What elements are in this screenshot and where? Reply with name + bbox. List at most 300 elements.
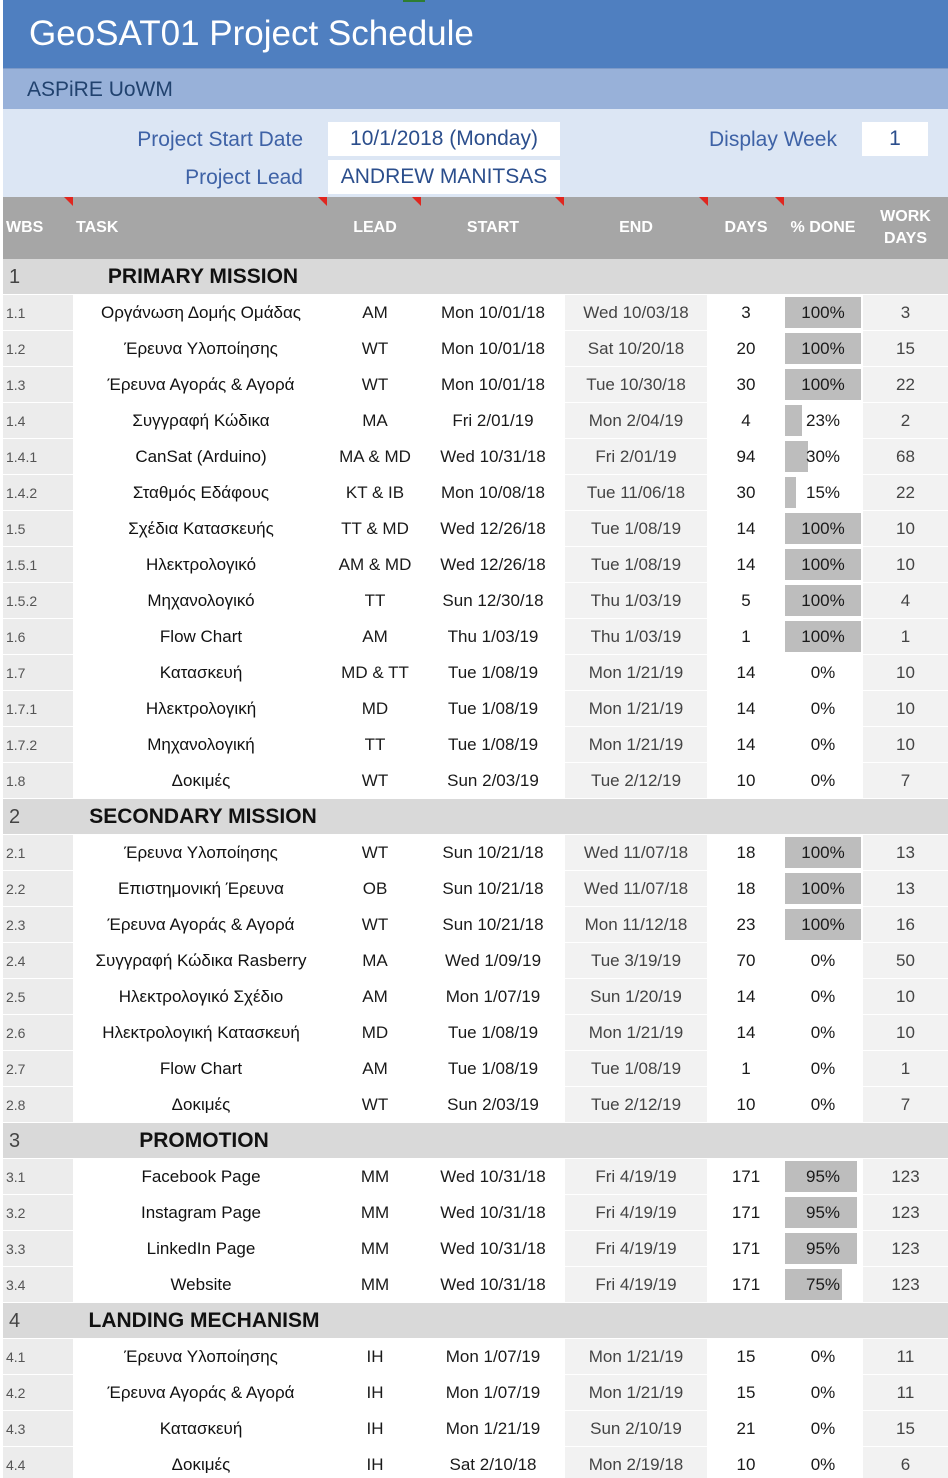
start-date-cell[interactable]: Tue 1/08/19 — [423, 1051, 563, 1086]
days-cell[interactable]: 18 — [709, 835, 783, 870]
percent-done-cell[interactable] — [785, 295, 861, 330]
task-name-cell[interactable]: Flow Chart — [75, 1051, 327, 1086]
percent-done-cell[interactable] — [785, 1015, 861, 1050]
start-date-cell[interactable]: Mon 10/08/18 — [423, 475, 563, 510]
lead-cell[interactable]: MM — [329, 1159, 421, 1194]
end-date-cell[interactable]: Wed 11/07/18 — [565, 871, 707, 906]
start-date-cell[interactable]: Mon 1/07/19 — [423, 1339, 563, 1374]
end-date-cell[interactable]: Thu 1/03/19 — [565, 583, 707, 618]
wbs-cell[interactable]: 2.3 — [3, 907, 73, 942]
percent-done-cell[interactable] — [785, 403, 861, 438]
lead-cell[interactable]: MA — [329, 403, 421, 438]
end-date-cell[interactable]: Fri 2/01/19 — [565, 439, 707, 474]
work-days-cell[interactable]: 123 — [863, 1231, 948, 1266]
lead-cell[interactable]: AM — [329, 979, 421, 1014]
work-days-cell[interactable]: 13 — [863, 835, 948, 870]
wbs-cell[interactable]: 3.4 — [3, 1267, 73, 1302]
days-cell[interactable]: 14 — [709, 979, 783, 1014]
end-date-cell[interactable]: Mon 1/21/19 — [565, 1375, 707, 1410]
work-days-cell[interactable]: 10 — [863, 511, 948, 546]
task-name-cell[interactable]: Οργάνωση Δομής Ομάδας — [75, 295, 327, 330]
wbs-cell[interactable]: 1.3 — [3, 367, 73, 402]
start-date-cell[interactable]: Tue 1/08/19 — [423, 727, 563, 762]
project-lead-label: Project Lead — [185, 166, 303, 189]
phase-number[interactable]: 3 — [9, 1130, 21, 1152]
wbs-cell[interactable]: 2.5 — [3, 979, 73, 1014]
organization-name[interactable]: ASPiRE UoWM — [27, 78, 173, 101]
work-days-cell[interactable]: 1 — [863, 619, 948, 654]
lead-cell[interactable]: TT — [329, 583, 421, 618]
lead-cell[interactable]: AM — [329, 619, 421, 654]
percent-done-cell[interactable] — [785, 763, 861, 798]
end-date-cell[interactable]: Tue 1/08/19 — [565, 547, 707, 582]
days-cell[interactable]: 171 — [709, 1195, 783, 1230]
start-date-cell[interactable]: Mon 10/01/18 — [423, 367, 563, 402]
task-name-cell[interactable]: Κατασκευή — [75, 655, 327, 690]
comment-flag-icon[interactable] — [699, 197, 708, 206]
task-row — [3, 1087, 948, 1123]
percent-done-cell[interactable] — [785, 835, 861, 870]
wbs-cell[interactable]: 1.4.1 — [3, 439, 73, 474]
start-date-label: Project Start Date — [137, 128, 303, 151]
work-days-cell[interactable]: 10 — [863, 979, 948, 1014]
task-name-cell[interactable]: Σταθμός Εδάφους — [75, 475, 327, 510]
days-cell[interactable]: 10 — [709, 1087, 783, 1122]
work-days-cell[interactable]: 4 — [863, 583, 948, 618]
subtitle-bar — [3, 68, 948, 109]
task-name-cell[interactable]: Έρευνα Υλοποίησης — [75, 1339, 327, 1374]
days-cell[interactable]: 18 — [709, 871, 783, 906]
days-cell[interactable]: 10 — [709, 1447, 783, 1478]
percent-done-value: 0% — [810, 734, 836, 754]
end-date-cell[interactable]: Fri 4/19/19 — [565, 1267, 707, 1302]
days-cell[interactable]: 14 — [709, 727, 783, 762]
work-days-cell[interactable]: 15 — [863, 1411, 948, 1446]
start-date-cell[interactable]: Sun 10/21/18 — [423, 907, 563, 942]
work-days-cell[interactable]: 13 — [863, 871, 948, 906]
task-name-cell[interactable]: Συγγραφή Κώδικα — [75, 403, 327, 438]
work-days-cell[interactable]: 1 — [863, 1051, 948, 1086]
wbs-cell[interactable]: 2.6 — [3, 1015, 73, 1050]
task-name-cell[interactable]: Instagram Page — [75, 1195, 327, 1230]
end-date-cell[interactable]: Tue 2/12/19 — [565, 1087, 707, 1122]
lead-cell[interactable]: WT — [329, 367, 421, 402]
header-work-days[interactable] — [863, 197, 948, 259]
comment-flag-icon[interactable] — [775, 197, 784, 206]
task-row — [3, 619, 948, 655]
wbs-cell[interactable]: 2.8 — [3, 1087, 73, 1122]
task-row — [3, 835, 948, 871]
percent-done-cell[interactable] — [785, 1339, 861, 1374]
lead-cell[interactable]: IH — [329, 1339, 421, 1374]
percent-done-cell[interactable] — [785, 475, 861, 510]
days-cell[interactable]: 14 — [709, 511, 783, 546]
task-row — [3, 367, 948, 403]
lead-cell[interactable]: MM — [329, 1195, 421, 1230]
percent-done-cell[interactable] — [785, 583, 861, 618]
percent-done-cell[interactable] — [785, 1159, 861, 1194]
lead-cell[interactable]: MM — [329, 1231, 421, 1266]
days-cell[interactable]: 5 — [709, 583, 783, 618]
percent-done-value: 0% — [810, 662, 836, 682]
task-name-cell[interactable]: Έρευνα Υλοποίησης — [75, 331, 327, 366]
end-date-cell[interactable]: Sat 10/20/18 — [565, 331, 707, 366]
percent-done-cell[interactable] — [785, 727, 861, 762]
wbs-cell[interactable]: 2.1 — [3, 835, 73, 870]
task-row — [3, 403, 948, 439]
days-cell[interactable]: 14 — [709, 655, 783, 690]
end-date-cell[interactable]: Mon 1/21/19 — [565, 1339, 707, 1374]
end-date-cell[interactable]: Thu 1/03/19 — [565, 619, 707, 654]
percent-done-cell[interactable] — [785, 1195, 861, 1230]
header-start[interactable]: START — [466, 219, 520, 236]
start-date-cell[interactable]: Sun 10/21/18 — [423, 871, 563, 906]
work-days-cell[interactable]: 123 — [863, 1267, 948, 1302]
wbs-cell[interactable]: 1.8 — [3, 763, 73, 798]
work-days-cell[interactable]: 10 — [863, 547, 948, 582]
comment-flag-icon[interactable] — [555, 197, 564, 206]
start-date-cell[interactable]: Thu 1/03/19 — [423, 619, 563, 654]
task-name-cell[interactable]: Έρευνα Αγοράς & Αγορά — [75, 367, 327, 402]
progress-bar — [785, 477, 796, 508]
header-days[interactable]: DAYS — [724, 219, 768, 236]
phase-number[interactable]: 4 — [9, 1310, 21, 1332]
lead-cell[interactable]: TT & MD — [329, 511, 421, 546]
phase-name[interactable]: PROMOTION — [139, 1129, 269, 1152]
days-cell[interactable]: 171 — [709, 1231, 783, 1266]
task-name-cell[interactable]: Συγγραφή Κώδικα Rasberry — [75, 943, 327, 978]
days-cell[interactable]: 3 — [709, 295, 783, 330]
percent-done-value: 95% — [805, 1166, 841, 1186]
task-row — [3, 583, 948, 619]
days-cell[interactable]: 171 — [709, 1267, 783, 1302]
percent-done-cell[interactable] — [785, 1375, 861, 1410]
lead-cell[interactable]: AM & MD — [329, 547, 421, 582]
days-cell[interactable]: 171 — [709, 1159, 783, 1194]
end-date-cell[interactable]: Fri 4/19/19 — [565, 1159, 707, 1194]
percent-done-cell[interactable] — [785, 367, 861, 402]
wbs-cell[interactable]: 1.4 — [3, 403, 73, 438]
percent-done-cell[interactable] — [785, 943, 861, 978]
days-cell[interactable]: 14 — [709, 1015, 783, 1050]
start-date-cell[interactable]: Sun 12/30/18 — [423, 583, 563, 618]
work-days-cell[interactable]: 6 — [863, 1447, 948, 1478]
lead-cell[interactable]: AM — [329, 295, 421, 330]
lead-cell[interactable]: MA — [329, 943, 421, 978]
percent-done-value: 100% — [801, 374, 845, 394]
task-name-cell[interactable]: Σχέδια Κατασκευής — [75, 511, 327, 546]
percent-done-value: 0% — [810, 1058, 836, 1078]
task-name-cell[interactable]: Επιστημονική Έρευνα — [75, 871, 327, 906]
task-name-cell[interactable]: Flow Chart — [75, 619, 327, 654]
wbs-cell[interactable]: 3.1 — [3, 1159, 73, 1194]
end-date-cell[interactable]: Mon 1/21/19 — [565, 691, 707, 726]
lead-cell[interactable]: AM — [329, 1051, 421, 1086]
start-date-cell[interactable]: Sun 2/03/19 — [423, 763, 563, 798]
schedule-title[interactable]: GeoSAT01 Project Schedule — [29, 14, 474, 53]
percent-done-value: 0% — [810, 1022, 836, 1042]
start-date-cell[interactable]: Wed 10/31/18 — [423, 1195, 563, 1230]
wbs-cell[interactable]: 1.5.1 — [3, 547, 73, 582]
task-name-cell[interactable]: Δοκιμές — [75, 1447, 327, 1478]
end-date-cell[interactable]: Mon 11/12/18 — [565, 907, 707, 942]
percent-done-cell[interactable] — [785, 979, 861, 1014]
days-cell[interactable]: 15 — [709, 1339, 783, 1374]
percent-done-cell[interactable] — [785, 1051, 861, 1086]
lead-cell[interactable]: TT — [329, 727, 421, 762]
percent-done-value: 95% — [805, 1238, 841, 1258]
wbs-cell[interactable]: 4.1 — [3, 1339, 73, 1374]
task-name-cell[interactable]: Έρευνα Αγοράς & Αγορά — [75, 1375, 327, 1410]
wbs-cell[interactable]: 4.4 — [3, 1447, 73, 1478]
display-week-field[interactable]: 1 — [862, 122, 928, 156]
task-name-cell[interactable]: Ηλεκτρολογικό Σχέδιο — [75, 979, 327, 1014]
lead-cell[interactable]: MD & TT — [329, 655, 421, 690]
wbs-cell[interactable]: 2.4 — [3, 943, 73, 978]
start-date-cell[interactable]: Wed 12/26/18 — [423, 511, 563, 546]
task-name-cell[interactable]: Ηλεκτρολογικό — [75, 547, 327, 582]
end-date-cell[interactable]: Mon 1/21/19 — [565, 655, 707, 690]
end-date-cell[interactable]: Sun 1/20/19 — [565, 979, 707, 1014]
start-date-cell[interactable]: Wed 10/31/18 — [423, 1267, 563, 1302]
work-days-cell[interactable]: 11 — [863, 1375, 948, 1410]
header-task[interactable]: TASK — [76, 219, 119, 236]
phase-name[interactable]: PRIMARY MISSION — [107, 265, 299, 288]
task-name-cell[interactable]: Facebook Page — [75, 1159, 327, 1194]
lead-cell[interactable]: MD — [329, 691, 421, 726]
task-name-cell[interactable]: Δοκιμές — [75, 1087, 327, 1122]
percent-done-cell[interactable] — [785, 331, 861, 366]
work-days-cell[interactable]: 10 — [863, 727, 948, 762]
percent-done-value: 30% — [805, 446, 841, 466]
percent-done-value: 100% — [801, 338, 845, 358]
task-name-cell[interactable]: Δοκιμές — [75, 763, 327, 798]
header-end[interactable]: END — [619, 219, 653, 236]
header-percent-done[interactable]: % DONE — [790, 219, 856, 236]
start-date-cell[interactable]: Wed 10/31/18 — [423, 439, 563, 474]
task-name-cell[interactable]: Μηχανολογικό — [75, 583, 327, 618]
days-cell[interactable]: 14 — [709, 547, 783, 582]
days-cell[interactable]: 30 — [709, 475, 783, 510]
days-cell[interactable]: 1 — [709, 619, 783, 654]
wbs-cell[interactable]: 1.7.1 — [3, 691, 73, 726]
end-date-cell[interactable]: Fri 4/19/19 — [565, 1231, 707, 1266]
lead-cell[interactable]: WT — [329, 835, 421, 870]
start-date-cell[interactable]: Sat 2/10/18 — [423, 1447, 563, 1478]
lead-cell[interactable]: MM — [329, 1267, 421, 1302]
wbs-cell[interactable]: 1.1 — [3, 295, 73, 330]
end-date-cell[interactable]: Mon 1/21/19 — [565, 727, 707, 762]
task-name-cell[interactable]: Κατασκευή — [75, 1411, 327, 1446]
wbs-cell[interactable]: 4.3 — [3, 1411, 73, 1446]
phase-row — [3, 1123, 948, 1159]
percent-done-value: 23% — [805, 410, 841, 430]
end-date-cell[interactable]: Tue 3/19/19 — [565, 943, 707, 978]
start-date-cell[interactable]: Mon 1/07/19 — [423, 1375, 563, 1410]
lead-cell[interactable]: WT — [329, 907, 421, 942]
work-days-cell[interactable]: 10 — [863, 691, 948, 726]
wbs-cell[interactable]: 3.2 — [3, 1195, 73, 1230]
wbs-cell[interactable]: 4.2 — [3, 1375, 73, 1410]
lead-cell[interactable]: MD — [329, 1015, 421, 1050]
percent-done-cell[interactable] — [785, 619, 861, 654]
phase-name[interactable]: LANDING MECHANISM — [88, 1309, 320, 1332]
phase-row — [3, 259, 948, 295]
percent-done-cell[interactable] — [785, 1447, 861, 1478]
days-cell[interactable]: 21 — [709, 1411, 783, 1446]
end-date-cell[interactable]: Mon 2/04/19 — [565, 403, 707, 438]
start-date-cell[interactable]: Mon 10/01/18 — [423, 331, 563, 366]
start-date-cell[interactable]: Tue 1/08/19 — [423, 691, 563, 726]
wbs-cell[interactable]: 2.7 — [3, 1051, 73, 1086]
days-cell[interactable]: 1 — [709, 1051, 783, 1086]
phase-name[interactable]: SECONDARY MISSION — [89, 805, 317, 828]
start-date-cell[interactable]: Sun 10/21/18 — [423, 835, 563, 870]
task-name-cell[interactable]: Ηλεκτρολογική — [75, 691, 327, 726]
lead-cell[interactable]: MA & MD — [329, 439, 421, 474]
task-name-cell[interactable]: CanSat (Arduino) — [75, 439, 327, 474]
percent-done-cell[interactable] — [785, 871, 861, 906]
start-date-cell[interactable]: Wed 12/26/18 — [423, 547, 563, 582]
days-cell[interactable]: 4 — [709, 403, 783, 438]
work-days-cell[interactable]: 22 — [863, 475, 948, 510]
end-date-cell[interactable]: Sun 2/10/19 — [565, 1411, 707, 1446]
task-row — [3, 907, 948, 943]
lead-cell[interactable]: WT — [329, 1087, 421, 1122]
days-cell[interactable]: 14 — [709, 691, 783, 726]
lead-cell[interactable]: WT — [329, 331, 421, 366]
wbs-cell[interactable]: 3.3 — [3, 1231, 73, 1266]
work-days-cell[interactable]: 22 — [863, 367, 948, 402]
wbs-cell[interactable]: 1.2 — [3, 331, 73, 366]
work-days-cell[interactable]: 123 — [863, 1195, 948, 1230]
wbs-cell[interactable]: 1.7.2 — [3, 727, 73, 762]
work-days-cell[interactable]: 10 — [863, 1015, 948, 1050]
end-date-cell[interactable]: Tue 2/12/19 — [565, 763, 707, 798]
task-row — [3, 547, 948, 583]
header-wbs[interactable]: WBS — [6, 219, 44, 236]
start-date-cell[interactable]: Tue 1/08/19 — [423, 655, 563, 690]
start-date-cell[interactable]: Mon 1/21/19 — [423, 1411, 563, 1446]
start-date-cell[interactable]: Sun 2/03/19 — [423, 1087, 563, 1122]
work-days-cell[interactable]: 50 — [863, 943, 948, 978]
title-bar — [3, 0, 948, 68]
percent-done-cell[interactable] — [785, 1087, 861, 1122]
header-lead[interactable]: LEAD — [353, 219, 397, 236]
phase-number[interactable]: 2 — [9, 806, 21, 828]
work-days-cell[interactable]: 68 — [863, 439, 948, 474]
start-date-cell[interactable]: Wed 10/31/18 — [423, 1231, 563, 1266]
header-work-days-line2: DAYS — [884, 230, 927, 247]
end-date-cell[interactable]: Tue 10/30/18 — [565, 367, 707, 402]
task-name-cell[interactable]: Website — [75, 1267, 327, 1302]
work-days-cell[interactable]: 123 — [863, 1159, 948, 1194]
percent-done-value: 100% — [801, 878, 845, 898]
start-date-cell[interactable]: Mon 10/01/18 — [423, 295, 563, 330]
phase-number[interactable]: 1 — [9, 266, 21, 288]
days-cell[interactable]: 23 — [709, 907, 783, 942]
days-cell[interactable]: 94 — [709, 439, 783, 474]
project-info-area — [3, 109, 948, 197]
start-date-cell[interactable]: Wed 1/09/19 — [423, 943, 563, 978]
percent-done-cell[interactable] — [785, 1231, 861, 1266]
wbs-cell[interactable]: 1.7 — [3, 655, 73, 690]
wbs-cell[interactable]: 1.6 — [3, 619, 73, 654]
days-cell[interactable]: 15 — [709, 1375, 783, 1410]
start-date-cell[interactable]: Mon 1/07/19 — [423, 979, 563, 1014]
days-cell[interactable]: 30 — [709, 367, 783, 402]
percent-done-cell[interactable] — [785, 1267, 861, 1302]
task-name-cell[interactable]: LinkedIn Page — [75, 1231, 327, 1266]
task-name-cell[interactable]: Ηλεκτρολογική Κατασκευή — [75, 1015, 327, 1050]
end-date-cell[interactable]: Fri 4/19/19 — [565, 1195, 707, 1230]
task-name-cell[interactable]: Έρευνα Υλοποίησης — [75, 835, 327, 870]
days-cell[interactable]: 20 — [709, 331, 783, 366]
start-date-field[interactable]: 10/1/2018 (Monday) — [328, 122, 560, 156]
work-days-cell[interactable]: 11 — [863, 1339, 948, 1374]
wbs-cell[interactable]: 2.2 — [3, 871, 73, 906]
start-date-cell[interactable]: Fri 2/01/19 — [423, 403, 563, 438]
lead-cell[interactable]: KT & IB — [329, 475, 421, 510]
end-date-cell[interactable]: Tue 11/06/18 — [565, 475, 707, 510]
days-cell[interactable]: 70 — [709, 943, 783, 978]
percent-done-cell[interactable] — [785, 655, 861, 690]
percent-done-value: 0% — [810, 950, 836, 970]
percent-done-cell[interactable] — [785, 511, 861, 546]
wbs-cell[interactable]: 1.4.2 — [3, 475, 73, 510]
percent-done-cell[interactable] — [785, 907, 861, 942]
wbs-cell[interactable]: 1.5.2 — [3, 583, 73, 618]
start-date-cell[interactable]: Wed 10/31/18 — [423, 1159, 563, 1194]
end-date-cell[interactable]: Tue 1/08/19 — [565, 1051, 707, 1086]
work-days-cell[interactable]: 16 — [863, 907, 948, 942]
work-days-cell[interactable]: 7 — [863, 1087, 948, 1122]
work-days-cell[interactable]: 3 — [863, 295, 948, 330]
percent-done-cell[interactable] — [785, 547, 861, 582]
column-header-row — [3, 197, 948, 259]
percent-done-cell[interactable] — [785, 439, 861, 474]
end-date-cell[interactable]: Wed 11/07/18 — [565, 835, 707, 870]
task-row — [3, 1159, 948, 1195]
work-days-cell[interactable]: 15 — [863, 331, 948, 366]
end-date-cell[interactable]: Wed 10/03/18 — [565, 295, 707, 330]
percent-done-cell[interactable] — [785, 691, 861, 726]
percent-done-value: 100% — [801, 842, 845, 862]
days-cell[interactable]: 10 — [709, 763, 783, 798]
project-lead-field[interactable]: ANDREW MANITSAS — [328, 160, 560, 194]
lead-cell[interactable]: IH — [329, 1411, 421, 1446]
lead-cell[interactable]: OB — [329, 871, 421, 906]
lead-cell[interactable]: IH — [329, 1447, 421, 1478]
task-row — [3, 1267, 948, 1303]
start-date-cell[interactable]: Tue 1/08/19 — [423, 1015, 563, 1050]
end-date-cell[interactable]: Tue 1/08/19 — [565, 511, 707, 546]
task-name-cell[interactable]: Μηχανολογική — [75, 727, 327, 762]
end-date-cell[interactable]: Mon 1/21/19 — [565, 1015, 707, 1050]
lead-cell[interactable]: IH — [329, 1375, 421, 1410]
end-date-cell[interactable]: Mon 2/19/18 — [565, 1447, 707, 1478]
work-days-cell[interactable]: 2 — [863, 403, 948, 438]
percent-done-cell[interactable] — [785, 1411, 861, 1446]
work-days-cell[interactable]: 7 — [863, 763, 948, 798]
lead-cell[interactable]: WT — [329, 763, 421, 798]
task-name-cell[interactable]: Έρευνα Αγοράς & Αγορά — [75, 907, 327, 942]
work-days-cell[interactable]: 10 — [863, 655, 948, 690]
comment-flag-icon[interactable] — [64, 197, 73, 206]
comment-flag-icon[interactable] — [412, 197, 421, 206]
wbs-cell[interactable]: 1.5 — [3, 511, 73, 546]
comment-flag-icon[interactable] — [318, 197, 327, 206]
